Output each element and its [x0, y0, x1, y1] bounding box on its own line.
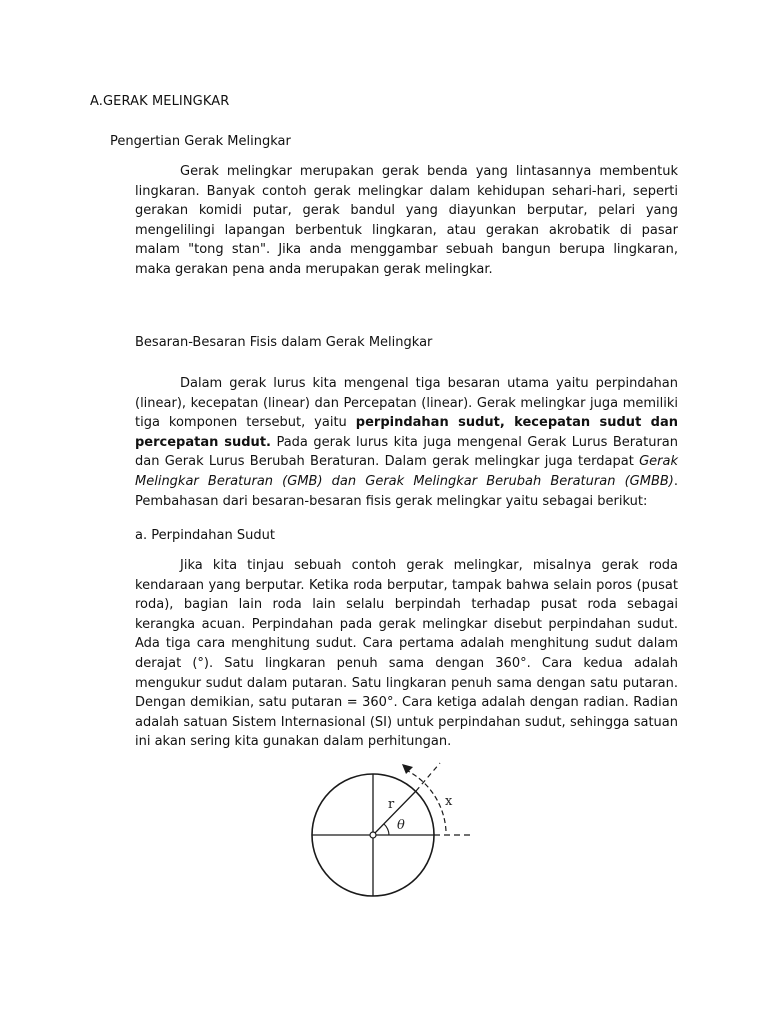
paragraph-besaran: [135, 374, 678, 511]
circle-diagram: [300, 755, 490, 925]
paragraph-perpindahan-sudut: Jika kita tinjau sebuah contoh gerak melingkar, misalnya gerak roda kendaraan yang berputar. Ketika roda berputar, tampak bahwa selain poros (pusat roda), bagian lain roda lain selalu berpindah terhadap pusat roda sebagai kerangka acuan. Perpindahan pada gerak melingkar disebut perpindahan sudut. Ada tiga cara menghitung sudut. Cara pertama adalah menghitung sudut dalam derajat (°). Satu lingkaran penuh sama dengan 360°. Cara kedua adalah mengukur sudut dalam putaran. Satu lingkaran penuh sama dengan satu putaran. Dengan demikian, satu putaran = 360°. Cara ketiga adalah dengan radian. Radian adalah satuan Sistem Internasional (SI) untuk perpindahan sudut, sehingga satuan ini akan sering kita gunakan dalam perhitungan.: [135, 558, 678, 750]
paragraph-besaran-italic: Gerak Melingkar Beraturan (GMB) dan Gerak Melingkar Berubah Beraturan (GMBB): [135, 454, 678, 489]
main-heading: A.GERAK MELINGKAR: [90, 94, 230, 109]
paragraph-besaran-bold: perpindahan sudut, kecepatan sudut dan percepatan sudut.: [135, 415, 678, 450]
paragraph-besaran-part-b: Pada gerak lurus kita juga mengenal Gerak Lurus Beraturan dan Gerak Lurus Berubah Beraturan. Dalam gerak melingkar juga terdapat: [135, 434, 678, 470]
angle-arc: [384, 824, 389, 835]
center-point: [370, 832, 376, 838]
label-x: x: [445, 794, 453, 809]
label-theta: θ: [397, 818, 405, 833]
paragraph-besaran-part-a: Dalam gerak lurus kita mengenal tiga besaran utama yaitu perpindahan (linear), kecepatan (linear) dan Percepatan (linear). Gerak melingkar juga memiliki tiga komponen tersebut, yaitu: [135, 376, 678, 431]
arc-length-x: [408, 771, 446, 831]
section-title-perpindahan-sudut: a. Perpindahan Sudut: [135, 528, 275, 543]
label-r: r: [388, 797, 395, 812]
section-title-pengertian: Pengertian Gerak Melingkar: [110, 134, 291, 149]
paragraph-besaran-part-c: . Pembahasan dari besaran-besaran fisis gerak melingkar yaitu sebagai berikut:: [135, 473, 678, 509]
circle-diagram-svg: [300, 755, 490, 925]
paragraph-pengertian: Gerak melingkar merupakan gerak benda yang lintasannya membentuk lingkaran. Banyak contoh gerak melingkar dalam kehidupan sehari-hari, seperti gerakan komidi putar, gerak bandul yang diayunkan berputar, pelari yang mengelilingi lapangan berbentuk lingkaran, atau gerakan akrobatik di pasar malam "tong stan". Jika anda menggambar sebuah bangun berupa lingkaran, maka gerakan pena anda merupakan gerak melingkar.: [135, 164, 678, 277]
radius-line: [373, 791, 416, 835]
arc-arrowhead: [402, 764, 413, 774]
section-title-besaran: Besaran-Besaran Fisis dalam Gerak Melingkar: [135, 335, 433, 350]
